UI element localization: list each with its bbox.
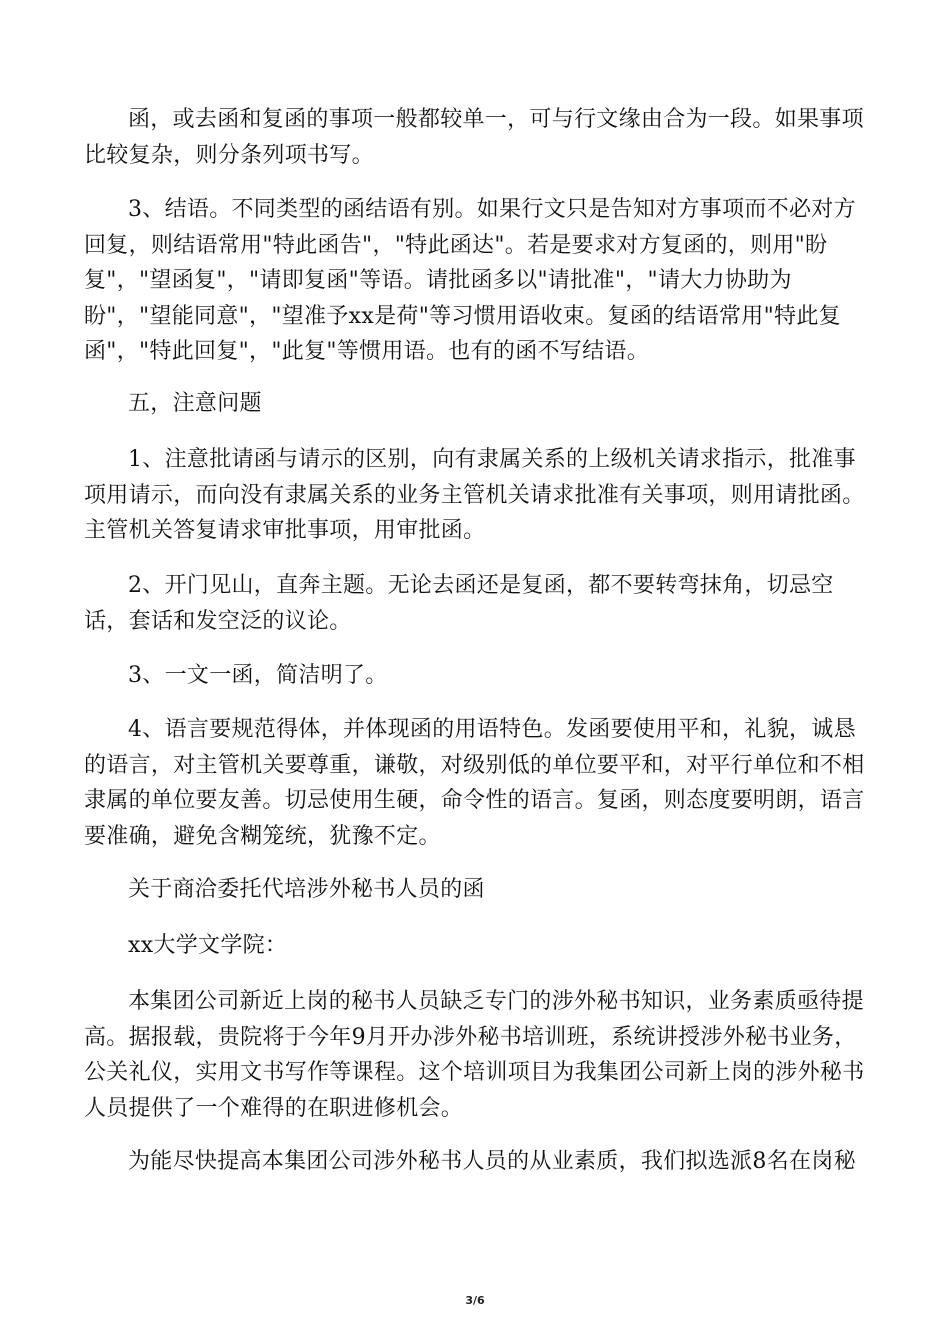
paragraph-2: 3、结语。不同类型的函结语有别。如果行文只是告知对方事项而不必对方回复，则结语常用"特此函告"，"特此函达"。若是要求对方复函的，则用"盼复"，"望函复"，"请即复函"等语。请批函多以"请批准"，"请大力协助为盼"，"望能同意"，"望准予xx是荷"等习惯用语收束。复函的结语常用"特此复函"，"特此回复"，"此复"等惯用语。也有的函不写结语。 xyxy=(84,197,856,364)
paragraph-5: 3、一文一函，简洁明了。 xyxy=(128,663,388,688)
paragraph-1: 函，或去函和复函的事项一般都较单一，可与行文缘由合为一段。如果事项比较复杂，则分条列项书写。 xyxy=(84,107,864,168)
paragraph-6: 4、语言要规范得体，并体现函的用语特色。发函要使用平和，礼貌，诚恳的语言，对主管机关要尊重，谦敬，对级别低的单位要平和，对平行单位和不相隶属的单位要友善。切忌使用生硬，命令性的语言。复函，则态度要明朗，语言要准确，避免含糊笼统，犹豫不定。 xyxy=(84,717,865,849)
paragraph-3: 1、注意批请函与请示的区别，向有隶属关系的上级机关请求指示，批准事项用请示，而向没有隶属关系的业务主管机关请求批准有关事项，则用请批函。主管机关答复请求审批事项，用审批函。 xyxy=(84,447,865,543)
letter-recipient: xx大学文学院： xyxy=(128,933,288,958)
page-number: 3/6 xyxy=(465,1294,485,1307)
letter-body-1: 本集团公司新近上岗的秘书人员缺乏专门的涉外秘书知识，业务素质亟待提高。据报载，贵院将于今年9月开办涉外秘书培训班，系统讲授涉外秘书业务，公关礼仪，实用文书写作等课程。这个培训项目为我集团公司新上岗的涉外秘书人员提供了一个难得的在职进修机会。 xyxy=(84,989,865,1121)
paragraph-4: 2、开门见山，直奔主题。无论去函还是复函，都不要转弯抹角，切忌空话，套话和发空泛的议论。 xyxy=(84,573,834,634)
letter-title: 关于商洽委托代培涉外秘书人员的函 xyxy=(128,877,485,902)
letter-body-2: 为能尽快提高本集团公司涉外秘书人员的从业素质，我们拟选派8名在岗秘 xyxy=(128,1149,856,1174)
section-heading: 五，注意问题 xyxy=(128,391,262,416)
